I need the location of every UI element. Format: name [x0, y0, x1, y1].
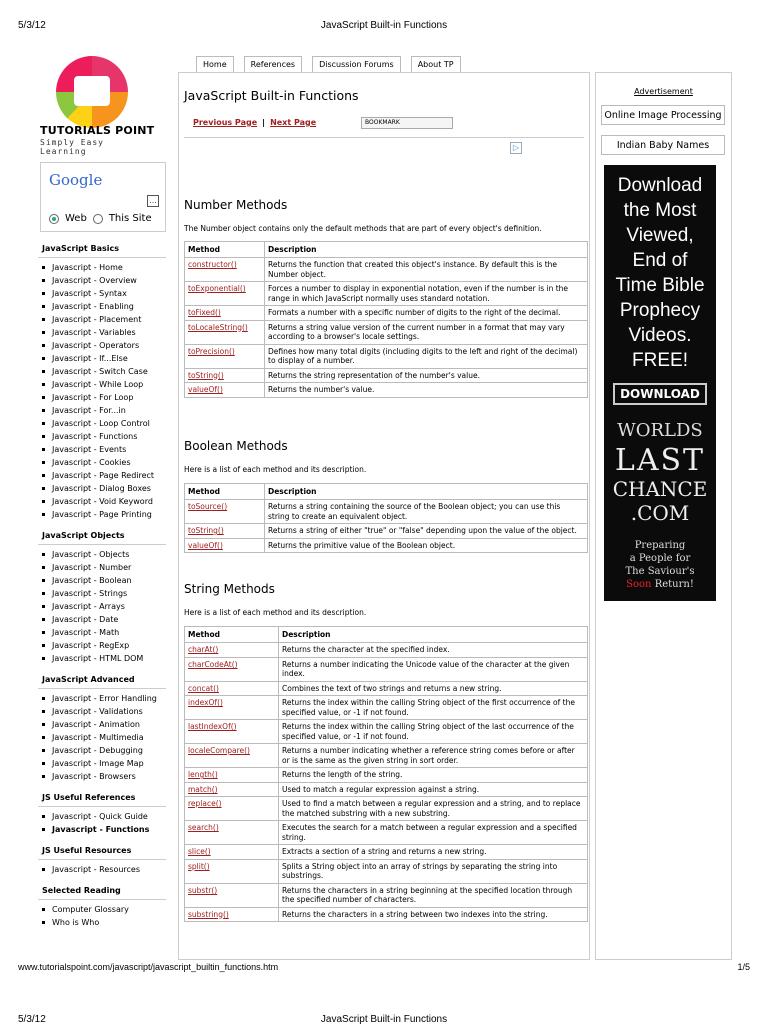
sidebar-link[interactable]: Who is Who	[38, 916, 166, 929]
method-link[interactable]: constructor()	[185, 258, 265, 282]
banner-download-button[interactable]: DOWNLOAD	[613, 383, 707, 405]
sidebar-link[interactable]: Javascript - Date	[38, 613, 166, 626]
banner-tagline-3: The Saviour's	[625, 566, 695, 577]
method-link[interactable]: substr()	[185, 883, 279, 907]
sidebar-link[interactable]: Javascript - RegExp	[38, 639, 166, 652]
boolean-methods-heading: Boolean Methods	[184, 439, 288, 453]
method-link[interactable]: toExponential()	[185, 282, 265, 306]
column-header-description: Description	[265, 484, 588, 500]
number-methods-intro: The Number object contains only the default methods that are part of every object's definition.	[184, 224, 542, 233]
print-date-next: 5/3/12	[18, 1014, 46, 1024]
bookmark-button[interactable]: BOOKMARK	[361, 117, 453, 129]
method-link[interactable]: substring()	[185, 907, 279, 922]
logo-book-icon	[74, 76, 110, 106]
banner-line: Prophecy	[619, 300, 701, 321]
sidebar-link[interactable]: Javascript - Multimedia	[38, 731, 166, 744]
method-description: Splits a String object into an array of strings by separating the string into substrings.	[279, 859, 588, 883]
sidebar-heading-resources: JS Useful Resources	[38, 842, 166, 860]
table-row	[185, 845, 588, 860]
method-link[interactable]: toLocaleString()	[185, 320, 265, 344]
google-logo: Google	[49, 171, 103, 189]
main-content	[178, 72, 590, 960]
column-header-method: Method	[185, 484, 265, 500]
banner-tagline-1: Preparing	[634, 540, 686, 551]
site-logo[interactable]	[36, 50, 156, 156]
table-row	[185, 282, 588, 306]
sidebar-list-references	[38, 810, 166, 836]
sidebar-link[interactable]: Javascript - Events	[38, 443, 166, 456]
search-scope	[49, 213, 152, 224]
string-methods-table	[184, 626, 588, 922]
ads-column	[595, 72, 732, 960]
sidebar-link[interactable]: Javascript - Strings	[38, 587, 166, 600]
table-row	[185, 306, 588, 321]
banner-line: the Most	[623, 200, 697, 221]
table-row	[185, 744, 588, 768]
banner-return: Return!	[654, 579, 694, 590]
method-description: Returns the characters in a string beginning at the specified location through the specified number of characters.	[279, 883, 588, 907]
method-description: Returns a string value version of the current number in a format that may vary according to a browser's locale settings.	[265, 320, 588, 344]
sidebar-link[interactable]: Javascript - Switch Case	[38, 365, 166, 378]
sidebar-heading-basics: JavaScript Basics	[38, 240, 166, 258]
method-description: Returns the characters in a string between two indexes into the string.	[279, 907, 588, 922]
sidebar-link[interactable]: Javascript - Validations	[38, 705, 166, 718]
method-link[interactable]: valueOf()	[185, 538, 265, 553]
radio-site-label: This Site	[108, 213, 152, 224]
divider	[184, 137, 584, 138]
sidebar-link[interactable]: Javascript - Loop Control	[38, 417, 166, 430]
banner-soon: Soon	[626, 579, 652, 590]
column-header-description: Description	[279, 627, 588, 643]
radio-web[interactable]	[49, 214, 59, 224]
method-link[interactable]: match()	[185, 782, 279, 797]
previous-page-link[interactable]: Previous Page	[193, 118, 258, 127]
nav-home[interactable]: Home	[196, 56, 234, 72]
sidebar-link[interactable]: Javascript - Error Handling	[38, 692, 166, 705]
method-description: Returns the number's value.	[265, 383, 588, 398]
google-search-box	[40, 162, 166, 232]
print-date: 5/3/12	[18, 20, 46, 31]
page-title: JavaScript Built-in Functions	[184, 88, 359, 103]
sidebar-link[interactable]: Computer Glossary	[38, 903, 166, 916]
sidebar-link[interactable]: Javascript - Dialog Boxes	[38, 482, 166, 495]
sidebar-heading-advanced: JavaScript Advanced	[38, 671, 166, 689]
print-title-next: JavaScript Built-in Functions	[320, 1014, 448, 1024]
table-row	[185, 320, 588, 344]
sidebar-link[interactable]: Javascript - Page Redirect	[38, 469, 166, 482]
method-link[interactable]: slice()	[185, 845, 279, 860]
sidebar-link[interactable]: Javascript - Variables	[38, 326, 166, 339]
method-description: Combines the text of two strings and returns a new string.	[279, 681, 588, 696]
sidebar-link[interactable]: Javascript - Operators	[38, 339, 166, 352]
table-row	[185, 768, 588, 783]
method-link[interactable]: search()	[185, 821, 279, 845]
method-description: Returns the string representation of the number's value.	[265, 368, 588, 383]
sidebar-link[interactable]: Javascript - Functions	[38, 823, 166, 836]
table-row	[185, 344, 588, 368]
sidebar-link[interactable]: Javascript - HTML DOM	[38, 652, 166, 665]
sidebar-link[interactable]: Javascript - Page Printing	[38, 508, 166, 521]
column-header-method: Method	[185, 242, 265, 258]
sidebar-link[interactable]: Javascript - Functions	[38, 430, 166, 443]
boolean-methods-intro: Here is a list of each method and its description.	[184, 465, 367, 474]
table-row	[185, 368, 588, 383]
sidebar-link[interactable]: Javascript - Placement	[38, 313, 166, 326]
method-link[interactable]: toPrecision()	[185, 344, 265, 368]
table-row	[185, 696, 588, 720]
ad-choices-icon[interactable]: ▷	[510, 142, 522, 154]
method-description: Returns a number indicating the Unicode value of the character at the given index.	[279, 657, 588, 681]
banner-last: LAST	[614, 443, 706, 478]
method-description: Returns the primitive value of the Boolean object.	[265, 538, 588, 553]
method-link[interactable]: split()	[185, 859, 279, 883]
string-methods-intro: Here is a list of each method and its description.	[184, 608, 367, 617]
method-link[interactable]: charAt()	[185, 643, 279, 658]
banner-tagline-4	[604, 578, 716, 591]
table-row	[185, 720, 588, 744]
method-description: Returns the index within the calling String object of the last occurrence of the specified value, or -1 if not found.	[279, 720, 588, 744]
table-row	[185, 883, 588, 907]
method-link[interactable]: indexOf()	[185, 696, 279, 720]
sidebar-link[interactable]: Javascript - Resources	[38, 863, 166, 876]
table-row	[185, 383, 588, 398]
sidebar-heading-references: JS Useful References	[38, 789, 166, 807]
ad-link-online-image-processing[interactable]: Online Image Processing	[601, 105, 725, 125]
table-row	[185, 500, 588, 524]
method-description: Used to match a regular expression against a string.	[279, 782, 588, 797]
sidebar-link[interactable]: Javascript - For Loop	[38, 391, 166, 404]
print-title: JavaScript Built-in Functions	[320, 20, 448, 31]
table-row	[185, 524, 588, 539]
sidebar-link[interactable]: Javascript - If...Else	[38, 352, 166, 365]
method-link[interactable]: valueOf()	[185, 383, 265, 398]
sidebar-list-advanced	[38, 692, 166, 783]
banner-com: .COM	[630, 501, 690, 525]
table-row	[185, 821, 588, 845]
table-row	[185, 258, 588, 282]
table-row	[185, 797, 588, 821]
banner-line: Viewed,	[626, 225, 694, 246]
sidebar-list-objects	[38, 548, 166, 665]
sidebar-link[interactable]: Javascript - Cookies	[38, 456, 166, 469]
table-row	[185, 859, 588, 883]
method-description: Returns a string of either "true" or "false" depending upon the value of the object.	[265, 524, 588, 539]
print-page-number: 1/5	[737, 962, 750, 972]
banner-line: Videos.	[628, 325, 692, 346]
table-row	[185, 657, 588, 681]
page-navigation: Previous Page | Next Page	[193, 118, 317, 127]
method-link[interactable]: concat()	[185, 681, 279, 696]
next-page-link[interactable]: Next Page	[270, 118, 317, 127]
banner-line: Time Bible	[615, 275, 705, 296]
banner-tagline-2: a People for	[629, 553, 691, 564]
sidebar-link[interactable]: Javascript - Animation	[38, 718, 166, 731]
method-description: Returns a string containing the source of the Boolean object; you can use this string to create an equivalent object.	[265, 500, 588, 524]
pdf-header	[18, 20, 750, 34]
sidebar-link[interactable]: Javascript - Objects	[38, 548, 166, 561]
table-row	[185, 782, 588, 797]
sidebar-list-basics	[38, 261, 166, 521]
sidebar-link[interactable]: Javascript - Debugging	[38, 744, 166, 757]
banner-line: End of	[632, 250, 688, 271]
method-link[interactable]: toSource()	[185, 500, 265, 524]
table-row	[185, 538, 588, 553]
ad-link-indian-baby-names[interactable]: Indian Baby Names	[601, 135, 725, 155]
banner-tagline	[604, 539, 716, 591]
search-icon[interactable]: …	[147, 195, 159, 207]
number-methods-heading: Number Methods	[184, 198, 288, 212]
method-description: Executes the search for a match between a regular expression and a specified string.	[279, 821, 588, 845]
column-header-method: Method	[185, 627, 279, 643]
print-url: www.tutorialspoint.com/javascript/javascript_builtin_functions.htm	[18, 962, 279, 972]
method-link[interactable]: charCodeAt()	[185, 657, 279, 681]
banner-line: FREE!	[632, 350, 688, 371]
method-link[interactable]: lastIndexOf()	[185, 720, 279, 744]
method-link[interactable]: length()	[185, 768, 279, 783]
top-nav	[196, 56, 461, 72]
banner-chance: CHANCE	[612, 477, 708, 501]
sidebar-link[interactable]: Javascript - Browsers	[38, 770, 166, 783]
sidebar-link[interactable]: Javascript - For...in	[38, 404, 166, 417]
pdf-footer	[18, 962, 750, 972]
method-link[interactable]: toString()	[185, 368, 265, 383]
method-link[interactable]: localeCompare()	[185, 744, 279, 768]
table-row	[185, 681, 588, 696]
method-description: Used to find a match between a regular expression and a string, and to replace the matched substring with a new substring.	[279, 797, 588, 821]
method-link[interactable]: toFixed()	[185, 306, 265, 321]
ad-banner[interactable]	[604, 165, 716, 601]
banner-headline	[604, 165, 716, 373]
sidebar-link[interactable]: Javascript - Enabling	[38, 300, 166, 313]
nav-discussion-forums[interactable]: Discussion Forums	[312, 56, 401, 72]
radio-web-label: Web	[65, 213, 87, 224]
sidebar-link[interactable]: Javascript - Boolean	[38, 574, 166, 587]
nav-references[interactable]: References	[244, 56, 302, 72]
sidebar-list-reading	[38, 903, 166, 929]
sidebar-link[interactable]: Javascript - Home	[38, 261, 166, 274]
logo-title: TUTORIALS POINT	[40, 124, 155, 137]
number-methods-table	[184, 241, 588, 398]
method-description: Returns the index within the calling String object of the first occurrence of the specified value, or -1 if not found.	[279, 696, 588, 720]
sidebar-link[interactable]: Javascript - Image Map	[38, 757, 166, 770]
method-link[interactable]: toString()	[185, 524, 265, 539]
sidebar-heading-reading: Selected Reading	[38, 882, 166, 900]
table-row	[185, 907, 588, 922]
method-description: Defines how many total digits (including digits to the left and right of the decimal) to display of a number.	[265, 344, 588, 368]
column-header-description: Description	[265, 242, 588, 258]
sidebar-link[interactable]: Javascript - Arrays	[38, 600, 166, 613]
method-description: Returns the character at the specified index.	[279, 643, 588, 658]
table-row	[185, 643, 588, 658]
method-description: Forces a number to display in exponential notation, even if the number is in the range in which JavaScript normally uses standard notation.	[265, 282, 588, 306]
method-description: Returns the length of the string.	[279, 768, 588, 783]
sidebar-link[interactable]: Javascript - Overview	[38, 274, 166, 287]
logo-tagline: Simply Easy Learning	[40, 138, 104, 156]
method-description: Returns a number indicating whether a reference string comes before or after or is the same as the given string in sort order.	[279, 744, 588, 768]
nav-about-tp[interactable]: About TP	[411, 56, 461, 72]
method-link[interactable]: replace()	[185, 797, 279, 821]
string-methods-heading: String Methods	[184, 582, 275, 596]
method-description: Formats a number with a specific number of digits to the right of the decimal.	[265, 306, 588, 321]
sidebar-link[interactable]: Javascript - Number	[38, 561, 166, 574]
sidebar	[38, 240, 166, 935]
banner-line: Download	[617, 175, 703, 196]
sidebar-heading-objects: JavaScript Objects	[38, 527, 166, 545]
method-description: Extracts a section of a string and returns a new string.	[279, 845, 588, 860]
sidebar-link[interactable]: Javascript - Syntax	[38, 287, 166, 300]
boolean-methods-table	[184, 483, 588, 553]
advertisement-label: Advertisement	[634, 87, 693, 96]
sidebar-list-resources	[38, 863, 166, 876]
sidebar-link[interactable]: Javascript - While Loop	[38, 378, 166, 391]
banner-worlds: WORLDS	[617, 420, 703, 441]
method-description: Returns the function that created this object's instance. By default this is the Number object.	[265, 258, 588, 282]
radio-site[interactable]	[93, 214, 103, 224]
sidebar-link[interactable]: Javascript - Quick Guide	[38, 810, 166, 823]
sidebar-link[interactable]: Javascript - Void Keyword	[38, 495, 166, 508]
sidebar-link[interactable]: Javascript - Math	[38, 626, 166, 639]
